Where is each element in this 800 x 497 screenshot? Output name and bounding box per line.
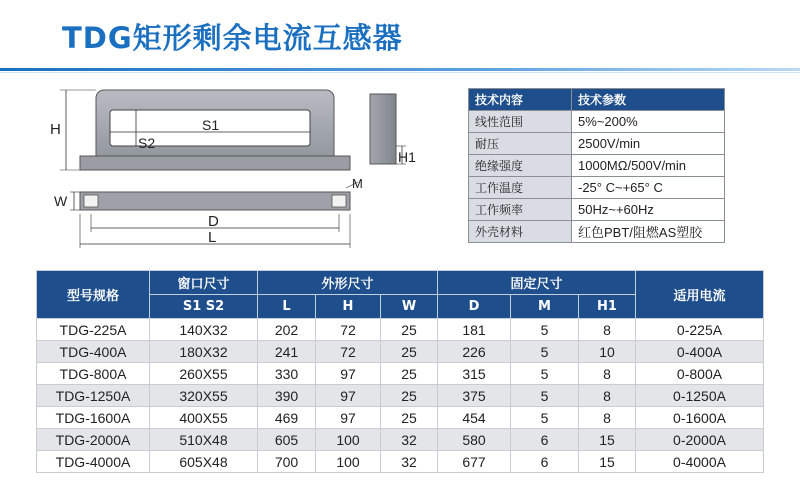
table-row — [37, 341, 764, 363]
label-h: H — [50, 121, 61, 138]
spec-row — [469, 199, 725, 221]
cell-h1: 8 — [579, 363, 636, 385]
cell-l: 605 — [258, 429, 316, 451]
cell-m: 6 — [511, 429, 579, 451]
cell-m: 5 — [511, 319, 579, 341]
spec-row — [469, 155, 725, 177]
cell-l: 330 — [258, 363, 316, 385]
cell-d: 315 — [438, 363, 511, 385]
header-fixed: 固定尺寸 — [438, 271, 636, 295]
cell-current: 0-800A — [636, 363, 764, 385]
header-model: 型号规格 — [37, 271, 150, 319]
cell-window: 400X55 — [150, 407, 258, 429]
spec-value: 50Hz~+60Hz — [572, 199, 725, 221]
cell-h: 97 — [316, 363, 381, 385]
cell-d: 677 — [438, 451, 511, 473]
subheader-m: M — [511, 295, 579, 319]
cell-h: 100 — [316, 451, 381, 473]
cell-current: 0-4000A — [636, 451, 764, 473]
cell-h1: 8 — [579, 385, 636, 407]
spec-row — [469, 133, 725, 155]
cell-w: 25 — [381, 385, 438, 407]
cell-m: 5 — [511, 407, 579, 429]
table-row — [37, 429, 764, 451]
cell-window: 140X32 — [150, 319, 258, 341]
header-current: 适用电流 — [636, 271, 764, 319]
header-outer: 外形尺寸 — [258, 271, 438, 295]
cell-w: 25 — [381, 341, 438, 363]
cell-h1: 8 — [579, 319, 636, 341]
cell-m: 5 — [511, 385, 579, 407]
cell-current: 0-2000A — [636, 429, 764, 451]
spec-value: 红色PBT/阻燃AS塑胶 — [572, 221, 725, 243]
spec-table — [468, 88, 725, 243]
cell-h: 97 — [316, 407, 381, 429]
cell-l: 241 — [258, 341, 316, 363]
cell-h: 72 — [316, 319, 381, 341]
spec-header-content: 技术内容 — [469, 89, 572, 111]
cell-h: 97 — [316, 385, 381, 407]
cell-h1: 15 — [579, 451, 636, 473]
spec-row — [469, 221, 725, 243]
spec-key: 工作频率 — [469, 199, 572, 221]
subheader-d: D — [438, 295, 511, 319]
page-title: TDG矩形剩余电流互感器 — [62, 21, 403, 55]
label-s1: S1 — [202, 117, 220, 133]
label-s2: S2 — [138, 135, 156, 151]
cell-h1: 15 — [579, 429, 636, 451]
spec-key: 工作温度 — [469, 177, 572, 199]
cell-w: 32 — [381, 429, 438, 451]
spec-value: 1000MΩ/500V/min — [572, 155, 725, 177]
cell-m: 5 — [511, 341, 579, 363]
title-underline — [0, 68, 800, 71]
cell-model: TDG-2000A — [37, 429, 150, 451]
cell-current: 0-1600A — [636, 407, 764, 429]
cell-current: 0-225A — [636, 319, 764, 341]
cell-model: TDG-225A — [37, 319, 150, 341]
cell-model: TDG-4000A — [37, 451, 150, 473]
cell-window: 510X48 — [150, 429, 258, 451]
cell-d: 181 — [438, 319, 511, 341]
spec-row — [469, 111, 725, 133]
model-table — [36, 270, 764, 473]
cell-d: 375 — [438, 385, 511, 407]
cell-current: 0-1250A — [636, 385, 764, 407]
label-h1: H1 — [398, 149, 416, 165]
label-m: M — [352, 176, 363, 191]
bottom-view — [80, 192, 350, 210]
cell-window: 260X55 — [150, 363, 258, 385]
cell-model: TDG-1600A — [37, 407, 150, 429]
subheader-l: L — [258, 295, 316, 319]
cell-d: 454 — [438, 407, 511, 429]
cell-model: TDG-800A — [37, 363, 150, 385]
cell-h: 72 — [316, 341, 381, 363]
table-row — [37, 407, 764, 429]
title-underline-thin — [0, 72, 800, 73]
cell-d: 226 — [438, 341, 511, 363]
side-view — [370, 94, 396, 164]
spec-value: 5%~200% — [572, 111, 725, 133]
cell-l: 700 — [258, 451, 316, 473]
dimension-drawing — [40, 84, 440, 260]
label-w: W — [54, 193, 68, 209]
cell-current: 0-400A — [636, 341, 764, 363]
cell-model: TDG-400A — [37, 341, 150, 363]
label-d: D — [208, 213, 219, 230]
cell-l: 469 — [258, 407, 316, 429]
subheader-s1s2: S1 S2 — [150, 295, 258, 319]
spec-value: -25° C~+65° C — [572, 177, 725, 199]
table-row — [37, 319, 764, 341]
cell-m: 6 — [511, 451, 579, 473]
cell-d: 580 — [438, 429, 511, 451]
header-window: 窗口尺寸 — [150, 271, 258, 295]
cell-m: 5 — [511, 363, 579, 385]
table-row — [37, 451, 764, 473]
cell-l: 202 — [258, 319, 316, 341]
cell-w: 32 — [381, 451, 438, 473]
spec-value: 2500V/min — [572, 133, 725, 155]
spec-key: 线性范围 — [469, 111, 572, 133]
subheader-w: W — [381, 295, 438, 319]
spec-row — [469, 177, 725, 199]
cell-h1: 10 — [579, 341, 636, 363]
spec-key: 外壳材料 — [469, 221, 572, 243]
cell-l: 390 — [258, 385, 316, 407]
table-row — [37, 385, 764, 407]
spec-key: 耐压 — [469, 133, 572, 155]
label-l: L — [208, 229, 217, 246]
subheader-h: H — [316, 295, 381, 319]
cell-window: 605X48 — [150, 451, 258, 473]
cell-h: 100 — [316, 429, 381, 451]
spec-key: 绝缘强度 — [469, 155, 572, 177]
cell-window: 320X55 — [150, 385, 258, 407]
cell-window: 180X32 — [150, 341, 258, 363]
spec-header-params: 技术参数 — [572, 89, 725, 111]
cell-w: 25 — [381, 319, 438, 341]
cell-h1: 8 — [579, 407, 636, 429]
cell-w: 25 — [381, 407, 438, 429]
cell-model: TDG-1250A — [37, 385, 150, 407]
cell-w: 25 — [381, 363, 438, 385]
subheader-h1: H1 — [579, 295, 636, 319]
table-row — [37, 363, 764, 385]
